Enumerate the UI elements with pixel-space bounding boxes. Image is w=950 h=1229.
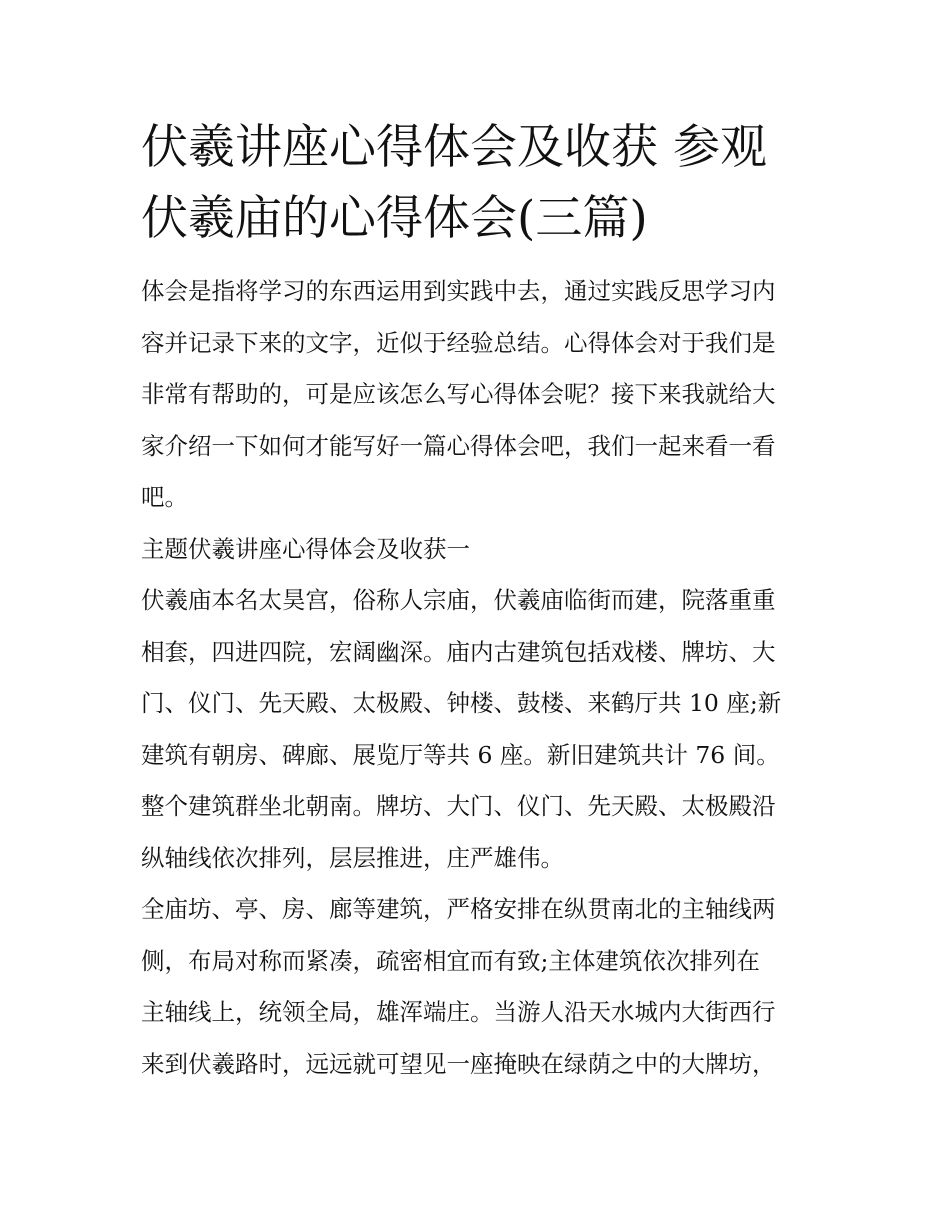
text-line: 整个建筑群坐北朝南。牌坊、大门、仪门、先天殿、太极殿沿 — [141, 792, 776, 820]
text-line: 来到伏羲路时，远远就可望见一座掩映在绿荫之中的大牌坊， — [141, 1049, 776, 1078]
section-heading — [141, 524, 813, 576]
text-line: 容并记录下来的文字，近似于经验总结。心得体会对于我们是 — [141, 328, 776, 357]
document-body — [141, 266, 813, 1090]
title-line: 伏羲庙的心得体会(三篇) — [141, 191, 648, 246]
section-heading-text: 主题伏羲讲座心得体会及收获一 — [141, 534, 470, 563]
title-line: 伏羲讲座心得体会及收获 参观 — [141, 120, 767, 175]
text-line: 纵轴线依次排列，层层推进，庄严雄伟。 — [141, 843, 564, 872]
document-title — [141, 112, 813, 254]
text-line: 家介绍一下如何才能写好一篇心得体会吧，我们一起来看一看 — [141, 431, 776, 460]
text-line: 门、仪门、先天殿、太极殿、钟楼、鼓楼、来鹤厅共 10 座;新 — [141, 689, 782, 717]
text-line: 体会是指将学习的东西运用到实践中去，通过实践反思学习内 — [141, 277, 776, 305]
body-paragraph — [141, 781, 813, 884]
text-line: 侧，布局对称而紧凑，疏密相宜而有致;主体建筑依次排列在 — [141, 946, 760, 975]
text-line: 主轴线上，统领全局，雄浑端庄。当游人沿天水城内大街西行 — [141, 998, 776, 1026]
document-content — [141, 112, 813, 1090]
body-paragraph — [141, 884, 813, 1090]
text-line: 非常有帮助的，可是应该怎么写心得体会呢？接下来我就给大 — [141, 380, 776, 408]
text-line: 伏羲庙本名太昊宫，俗称人宗庙，伏羲庙临街而建，院落重重 — [141, 586, 776, 614]
text-line: 吧。 — [141, 483, 188, 511]
text-line: 全庙坊、亭、房、廊等建筑，严格安排在纵贯南北的主轴线两 — [141, 895, 776, 923]
text-line: 相套，四进四院，宏阔幽深。庙内古建筑包括戏楼、牌坊、大 — [141, 637, 776, 666]
body-paragraph — [141, 575, 813, 781]
text-line: 建筑有朝房、碑廊、展览厅等共 6 座。新旧建筑共计 76 间。 — [141, 740, 780, 769]
intro-paragraph — [141, 266, 813, 524]
